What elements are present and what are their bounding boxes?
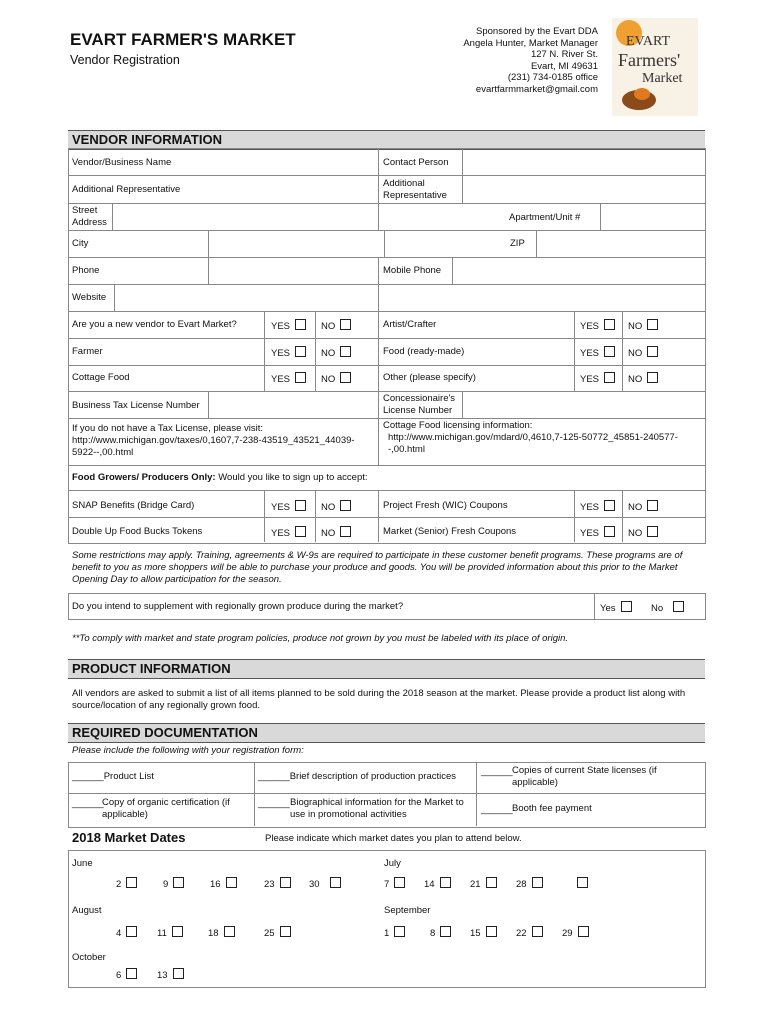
additional-rep-2-field[interactable]	[464, 176, 702, 202]
date-label: 18	[208, 928, 219, 939]
checkbox[interactable]	[604, 526, 615, 537]
date-label: 2	[116, 879, 122, 890]
date-label: 7	[384, 879, 390, 890]
month-july: July	[384, 858, 401, 869]
food-no[interactable]	[628, 346, 658, 360]
checkbox[interactable]	[340, 372, 351, 383]
checkbox[interactable]	[280, 877, 291, 888]
page-subtitle: Vendor Registration	[70, 53, 180, 67]
additional-rep-2-label: Additional Representative	[383, 178, 447, 201]
senior-yes[interactable]	[580, 526, 615, 540]
doc-organic-blank: ______	[72, 798, 104, 809]
checkbox[interactable]	[126, 968, 137, 979]
date-option[interactable]	[309, 877, 341, 891]
phone-label: Phone	[72, 265, 100, 276]
checkbox[interactable]	[604, 346, 615, 357]
docs-intro: Please include the following with your registration form:	[72, 745, 304, 756]
checkbox[interactable]	[224, 926, 235, 937]
project-fresh-label: Project Fresh (WIC) Coupons	[383, 500, 508, 511]
sponsor-line: (231) 734-0185 office	[507, 72, 598, 83]
date-label: 1	[384, 928, 390, 939]
date-option[interactable]	[116, 968, 137, 982]
date-label: 21	[470, 879, 481, 890]
date-label: 13	[157, 970, 168, 981]
additional-rep-label: Additional Representative	[72, 184, 181, 195]
snap-label: SNAP Benefits (Bridge Card)	[72, 500, 195, 511]
checkbox[interactable]	[340, 346, 351, 357]
date-option[interactable]	[208, 926, 235, 940]
tax-info-text: If you do not have a Tax License, please visit: http://www.michigan.gov/taxes/0,1607,7-238-43519_43521_44039-5922--,00.html	[72, 423, 355, 458]
logo-line: Farmers'	[618, 50, 681, 70]
cottage-yes[interactable]	[271, 372, 306, 386]
food-label: Food (ready-made)	[383, 346, 465, 357]
no-label: No	[651, 603, 664, 614]
month-october: October	[72, 952, 106, 963]
doc-brief-description: ______Brief description of production practices	[258, 771, 457, 782]
yes-label: YES	[580, 374, 600, 385]
new-vendor-yes[interactable]	[271, 319, 306, 333]
apartment-label: Apartment/Unit #	[509, 212, 581, 223]
business-name-label: Vendor/Business Name	[72, 157, 172, 168]
checkbox[interactable]	[604, 372, 615, 383]
checkbox[interactable]	[295, 346, 306, 357]
date-label: 14	[424, 879, 435, 890]
logo-line: Market	[642, 71, 683, 86]
double-up-yes[interactable]	[271, 526, 306, 540]
website-label: Website	[72, 292, 107, 303]
no-label: NO	[628, 502, 643, 513]
sponsor-line: Angela Hunter, Market Manager	[463, 37, 598, 49]
no-label: NO	[321, 528, 336, 539]
snap-yes[interactable]	[271, 500, 306, 514]
farmer-label: Farmer	[72, 346, 103, 357]
doc-bio: Biographical information for the Market to use in promotional activities	[290, 797, 464, 820]
checkbox[interactable]	[486, 877, 497, 888]
checkbox[interactable]	[577, 877, 588, 888]
checkbox[interactable]	[295, 526, 306, 537]
date-label: 11	[157, 928, 167, 939]
new-vendor-question: Are you a new vendor to Evart Market?	[72, 319, 237, 330]
checkbox[interactable]	[295, 500, 306, 511]
checkbox[interactable]	[295, 372, 306, 383]
checkbox[interactable]	[532, 926, 543, 937]
concessionaire-field[interactable]	[464, 392, 702, 417]
date-option[interactable]	[562, 926, 589, 940]
checkbox[interactable]	[647, 372, 658, 383]
additional-rep-field[interactable]	[208, 176, 376, 202]
artist-no[interactable]	[628, 319, 658, 333]
supplement-no[interactable]	[651, 601, 684, 615]
date-option[interactable]	[210, 877, 237, 891]
doc-booth-blank: ______	[481, 804, 513, 815]
section-product-information: PRODUCT INFORMATION	[68, 659, 705, 679]
date-label: 4	[116, 928, 122, 939]
street-address-field[interactable]	[114, 204, 494, 229]
checkbox[interactable]	[340, 500, 351, 511]
checkbox[interactable]	[295, 319, 306, 330]
checkbox[interactable]	[647, 526, 658, 537]
artist-yes[interactable]	[580, 319, 615, 333]
page-title: EVART FARMER'S MARKET	[70, 30, 296, 49]
checkbox[interactable]	[647, 346, 658, 357]
doc-bio-blank: ______	[258, 798, 290, 809]
date-option[interactable]	[157, 926, 183, 940]
street-address-label: Street Address	[72, 205, 107, 228]
yes-label: YES	[271, 321, 291, 332]
yes-label: YES	[271, 502, 291, 513]
yes-label: YES	[271, 528, 291, 539]
date-option[interactable]	[264, 926, 291, 940]
logo-line: EVART	[626, 34, 671, 49]
mobile-phone-field[interactable]	[454, 258, 702, 283]
date-label: 8	[430, 928, 436, 939]
logo-produce-icon	[634, 88, 650, 100]
checkbox[interactable]	[647, 319, 658, 330]
checkbox[interactable]	[532, 877, 543, 888]
date-option[interactable]	[116, 877, 137, 891]
checkbox[interactable]	[440, 877, 451, 888]
sponsor-line: evartfarmmarket@gmail.com	[475, 83, 598, 95]
concessionaire-label: Concessionaire's License Number	[383, 393, 456, 416]
yes-label: YES	[580, 348, 600, 359]
date-option[interactable]	[384, 877, 405, 891]
date-option[interactable]	[470, 926, 497, 940]
checkbox[interactable]	[280, 926, 291, 937]
new-vendor-no[interactable]	[321, 319, 351, 333]
double-up-label: Double Up Food Bucks Tokens	[72, 526, 203, 537]
date-label: 9	[163, 879, 169, 890]
restrictions-note: Some restrictions may apply. Training, agreements & W-9s are required to participate in these customer benefit programs. These programs are of benefit to you as more shoppers will be able to purchase your produce and goods. You will be provided information about this prior to the Market Opening Day to allow participation for the season.	[72, 550, 683, 585]
cottage-info-heading: Cottage Food licensing information:	[383, 420, 533, 431]
sponsor-line: Sponsored by the Evart DDA	[476, 26, 598, 37]
date-label: 15	[470, 928, 481, 939]
date-option[interactable]	[516, 877, 543, 891]
doc-organic: Copy of organic certification (if applicable)	[102, 797, 230, 820]
supplement-yes[interactable]	[600, 601, 632, 615]
checkbox[interactable]	[172, 926, 183, 937]
tax-license-field[interactable]	[210, 392, 376, 417]
date-option[interactable]	[424, 877, 451, 891]
mobile-phone-label: Mobile Phone	[383, 265, 442, 276]
checkbox[interactable]	[340, 319, 351, 330]
sponsor-info	[420, 26, 598, 95]
cottage-no[interactable]	[321, 372, 351, 386]
no-label: NO	[628, 528, 643, 539]
growers-bold: Food Growers/ Producers Only:	[72, 472, 216, 483]
checkbox[interactable]	[173, 877, 184, 888]
tax-license-label: Business Tax License Number	[72, 400, 200, 411]
doc-product-list: ______Product List	[72, 771, 154, 782]
date-option[interactable]	[384, 926, 405, 940]
date-label: 29	[562, 928, 573, 939]
date-option[interactable]	[430, 926, 451, 940]
zip-field[interactable]	[538, 231, 702, 256]
market-logo	[612, 18, 698, 116]
snap-no[interactable]	[321, 500, 351, 514]
section-vendor-information: VENDOR INFORMATION	[68, 130, 705, 150]
month-june: June	[72, 858, 93, 869]
checkbox[interactable]	[394, 877, 405, 888]
website-field[interactable]	[116, 285, 376, 310]
no-label: NO	[321, 374, 336, 385]
farmer-yes[interactable]	[271, 346, 306, 360]
city-field[interactable]	[210, 231, 382, 256]
yes-label: Yes	[600, 603, 616, 614]
other-yes[interactable]	[580, 372, 615, 386]
senior-label: Market (Senior) Fresh Coupons	[383, 526, 517, 537]
checkbox[interactable]	[226, 877, 237, 888]
other-no[interactable]	[628, 372, 658, 386]
growers-heading	[72, 472, 368, 484]
checkbox[interactable]	[340, 526, 351, 537]
market-dates-instruction: Please indicate which market dates you plan to attend below.	[265, 833, 522, 844]
date-option[interactable]	[157, 968, 184, 982]
checkbox[interactable]	[604, 319, 615, 330]
checkbox[interactable]	[486, 926, 497, 937]
month-august: August	[72, 905, 102, 916]
project-fresh-no[interactable]	[628, 500, 658, 514]
market-dates-heading: 2018 Market Dates	[72, 830, 186, 845]
no-label: NO	[628, 374, 643, 385]
food-yes[interactable]	[580, 346, 615, 360]
no-label: NO	[628, 321, 643, 332]
yes-label: YES	[580, 502, 600, 513]
apartment-field[interactable]	[602, 204, 702, 229]
date-option[interactable]	[116, 926, 137, 940]
checkbox[interactable]	[647, 500, 658, 511]
date-label: 6	[116, 970, 122, 981]
double-up-no[interactable]	[321, 526, 351, 540]
checkbox[interactable]	[440, 926, 451, 937]
cottage-food-label: Cottage Food	[72, 372, 130, 383]
checkbox[interactable]	[173, 968, 184, 979]
date-option[interactable]	[516, 926, 543, 940]
supplement-question: Do you intend to supplement with regionally grown produce during the market?	[72, 601, 404, 612]
date-option[interactable]	[470, 877, 497, 891]
doc-state-licenses: Copies of current State licenses (if applicable)	[512, 765, 657, 788]
contact-person-label: Contact Person	[383, 157, 449, 168]
contact-person-field[interactable]	[464, 149, 702, 174]
checkbox[interactable]	[604, 500, 615, 511]
zip-label: ZIP	[510, 238, 525, 249]
no-label: NO	[628, 348, 643, 359]
date-label: 30	[309, 879, 320, 890]
cottage-info-link[interactable]: http://www.michigan.gov/mdard/0,4610,7-125-50772_45851-240577--,00.html	[388, 432, 678, 455]
city-label: City	[72, 238, 89, 249]
checkbox[interactable]	[621, 601, 632, 612]
yes-label: YES	[271, 348, 291, 359]
checkbox[interactable]	[394, 926, 405, 937]
no-label: NO	[321, 348, 336, 359]
comply-note: **To comply with market and state program policies, produce not grown by you must be labeled with its place of origin.	[72, 633, 569, 644]
section-required-documentation: REQUIRED DOCUMENTATION	[68, 723, 705, 743]
date-label: 16	[210, 879, 221, 890]
sponsor-line: 127 N. River St.	[530, 49, 598, 60]
checkbox[interactable]	[126, 877, 137, 888]
business-name-field[interactable]	[208, 149, 376, 174]
date-label: 23	[264, 879, 275, 890]
yes-label: YES	[580, 321, 600, 332]
other-label: Other (please specify)	[383, 372, 476, 383]
date-label: 22	[516, 928, 527, 939]
no-label: NO	[321, 321, 336, 332]
artist-label: Artist/Crafter	[383, 319, 437, 330]
date-option[interactable]	[163, 877, 184, 891]
date-option[interactable]	[572, 877, 588, 891]
checkbox[interactable]	[126, 926, 137, 937]
sponsor-line: Evart, MI 49631	[530, 60, 598, 72]
no-label: NO	[321, 502, 336, 513]
yes-label: YES	[271, 374, 291, 385]
product-info-text: All vendors are asked to submit a list of all items planned to be sold during the 2018 season at the market. Please provide a product list along with source/location of any regionally grown food.	[72, 688, 686, 711]
date-label: 28	[516, 879, 527, 890]
phone-field[interactable]	[210, 258, 376, 283]
senior-no[interactable]	[628, 526, 658, 540]
farmer-no[interactable]	[321, 346, 351, 360]
growers-question: Would you like to sign up to accept:	[218, 472, 368, 483]
month-september: September	[384, 905, 431, 916]
date-label: 25	[264, 928, 275, 939]
project-fresh-yes[interactable]	[580, 500, 615, 514]
checkbox[interactable]	[578, 926, 589, 937]
doc-state-licenses-blank: ______	[481, 766, 513, 777]
doc-booth: Booth fee payment	[512, 803, 592, 814]
yes-label: YES	[580, 528, 600, 539]
date-option[interactable]	[264, 877, 291, 891]
checkbox[interactable]	[673, 601, 684, 612]
checkbox[interactable]	[330, 877, 341, 888]
